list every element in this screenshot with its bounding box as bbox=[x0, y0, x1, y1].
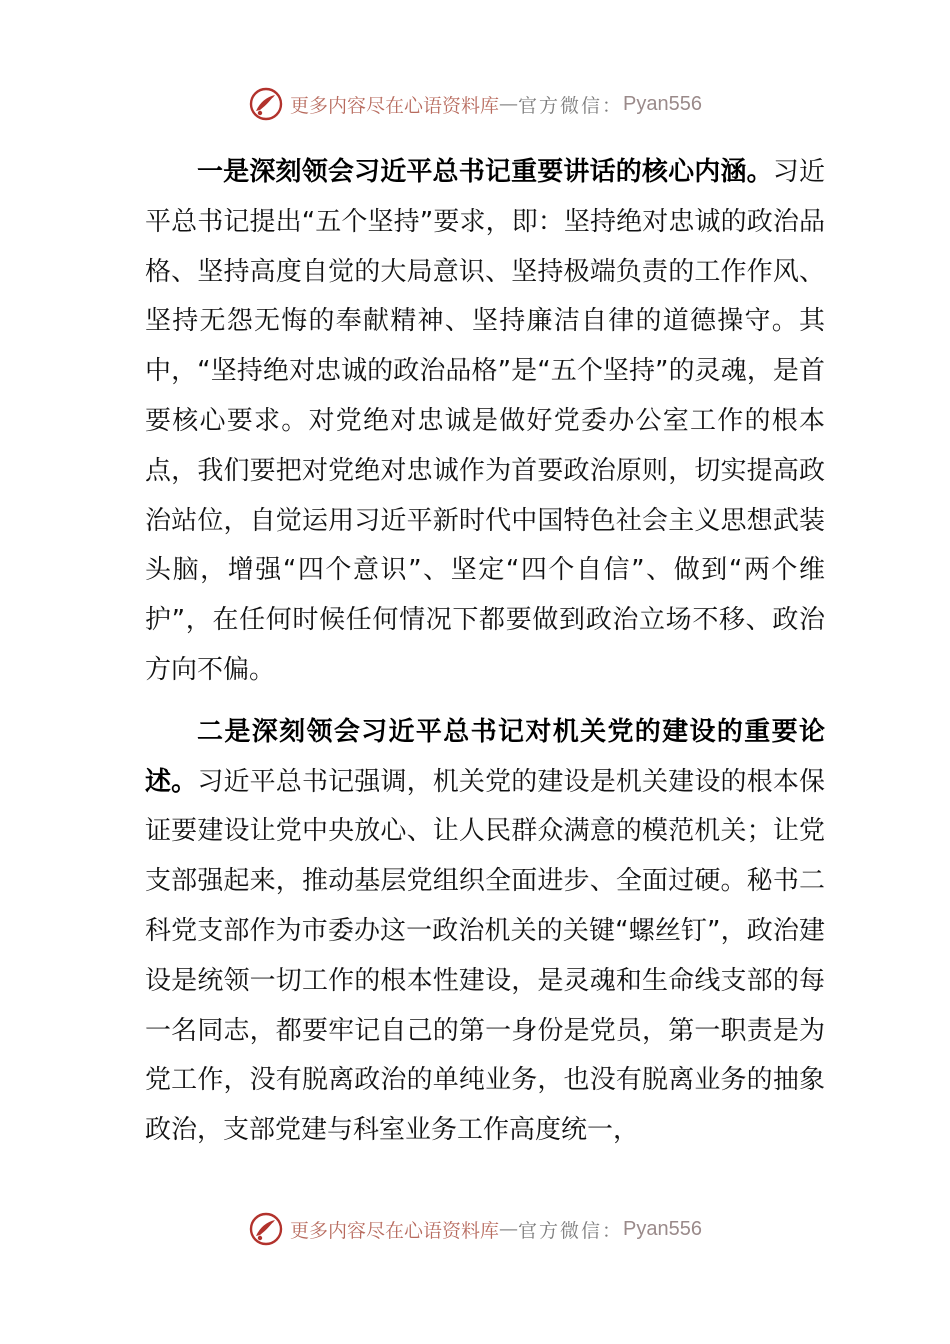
watermark-separator: — bbox=[499, 1218, 519, 1240]
watermark-wechat-label: 官方微信： bbox=[518, 94, 624, 117]
watermark-wechat-label: 官方微信： bbox=[518, 1219, 624, 1242]
paragraph-2-body: 习近平总书记强调，机关党的建设是机关建设的根本保证要建设让党中央放心、让人民群众满意的模范机关；让党支部强起来，推动基层党组织全面进步、全面过硬。秘书二科党支部作为市委办这一政治机关的关键“螺丝钉”，政治建设是统领一切工作的根本性建设，是灵魂和生命线支部的每一名同志，都要牢记自己的第一身份是党员，第一职责是为党工作，没有脱离政治的单纯业务，也没有脱离业务的抽象政治，支部党建与科室业务工作高度统一， bbox=[145, 766, 825, 1146]
watermark-wechat-id: Pyan556 bbox=[623, 1217, 702, 1240]
watermark-wechat-id: Pyan556 bbox=[623, 92, 702, 115]
header-watermark bbox=[0, 84, 950, 124]
paragraph-1-heading: 一是深刻领会习近平总书记重要讲话的核心内涵。 bbox=[197, 157, 773, 187]
watermark-site-text: 更多内容尽在心语资料库 bbox=[290, 1219, 500, 1242]
paragraph-2 bbox=[145, 708, 825, 1156]
paragraph-1-body: 习近平总书记提出“五个坚持”要求，即：坚持绝对忠诚的政治品格、坚持高度自觉的大局意识、坚持极端负责的工作作风、坚持无怨无悔的奉献精神、坚持廉洁自律的道德操守。其中，“坚持绝对忠诚的政治品格”是“五个坚持”的灵魂，是首要核心要求。对党绝对忠诚是做好党委办公室工作的根本点，我们要把对党绝对忠诚作为首要政治原则，切实提高政治站位，自觉运用习近平新时代中国特色社会主义思想武装头脑，增强“四个意识”、坚定“四个自信”、做到“两个维护”，在任何时候任何情况下都要做到政治立场不移、政治方向不偏。 bbox=[145, 157, 825, 685]
paragraph-1 bbox=[145, 148, 825, 696]
pen-logo-icon bbox=[248, 86, 284, 122]
paragraph-2-heading: 二是深刻领会习近平总书记对机关党的建设的重要论述。 bbox=[145, 716, 825, 797]
watermark-separator: — bbox=[499, 93, 519, 115]
document-body bbox=[145, 148, 825, 1156]
footer-watermark bbox=[0, 1209, 950, 1249]
pen-logo-icon bbox=[248, 1211, 284, 1247]
watermark-site-text: 更多内容尽在心语资料库 bbox=[290, 94, 500, 117]
